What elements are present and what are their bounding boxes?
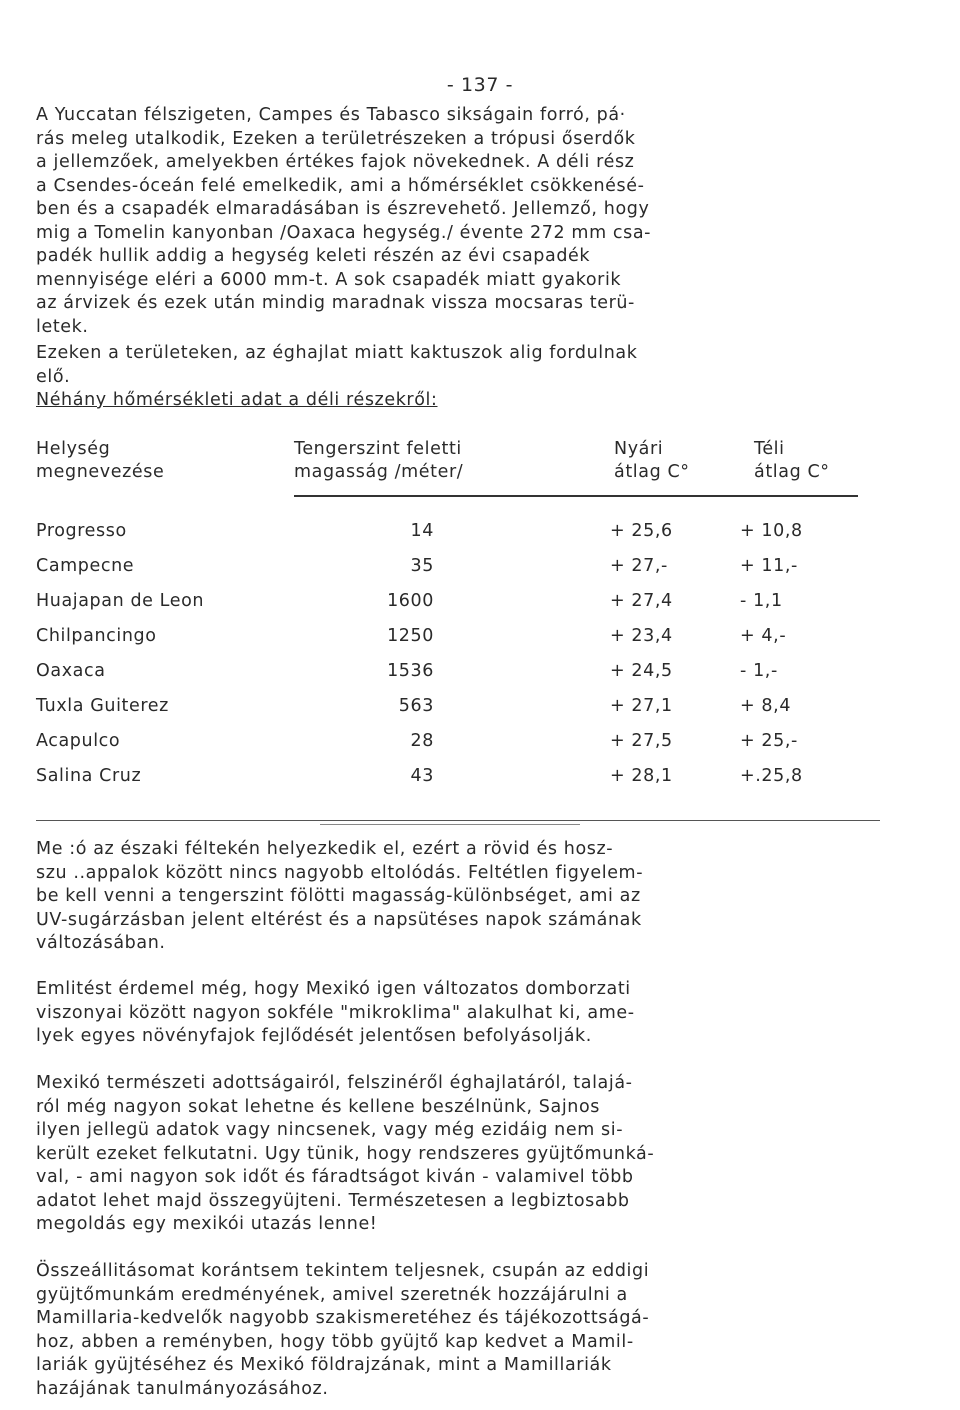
text-line: mennyisége eléri a 6000 mm-t. A sok csapadék miatt gyakorik xyxy=(36,269,622,290)
header-summer: Nyári átlag C° xyxy=(614,439,690,482)
cell-winter: - 1,- xyxy=(740,661,778,681)
temperature-table-body xyxy=(36,520,858,800)
text-line: megoldás egy mexikói utazás lenne! xyxy=(36,1214,378,1234)
cell-location: Campecne xyxy=(36,556,135,576)
cell-summer: + 27,- xyxy=(610,556,668,576)
text-line: Ezeken a területeken, az éghajlat miatt kaktuszok alig fordulnak xyxy=(36,343,638,363)
text-line: ben és a csapadék elmaradásában is észrevehető. Jellemző, hogy xyxy=(36,199,650,219)
temperature-table xyxy=(36,438,858,494)
table-title: Néhány hőmérsékleti adat a déli részekről: xyxy=(36,390,438,410)
text-line: Emlitést érdemel még, hogy Mexikó igen változatos domborzati xyxy=(36,979,631,999)
header-location: Helység megnevezése xyxy=(36,439,165,482)
cell-location: Tuxla Guiterez xyxy=(36,696,169,716)
paragraph-4 xyxy=(36,1072,876,1237)
cell-summer: + 27,1 xyxy=(610,696,673,716)
text-line: be kell venni a tengerszint fölötti magasság-különbséget, ami az xyxy=(36,886,641,906)
text-line: mig a Tomelin kanyonban /Oaxaca hegység./ évente 272 mm csa- xyxy=(36,222,652,243)
cell-location: Salina Cruz xyxy=(36,766,142,786)
page-number: - 137 - xyxy=(446,74,514,96)
table-row xyxy=(36,695,858,730)
table-row xyxy=(36,660,858,695)
text-line: Mamillaria-kedvelők nagyobb szakismeretéhez és tájékozottságá- xyxy=(36,1308,650,1328)
text-line: ilyen jellegü adatok vagy nincsenek, vagy még ezidáig nem si- xyxy=(36,1120,624,1140)
separator-line xyxy=(320,824,580,825)
text-line: az árvizek és ezek után mindig maradnak vissza mocsaras terü- xyxy=(36,293,635,313)
cell-altitude: 563 xyxy=(398,696,434,716)
text-line: Összeállitásomat korántsem tekintem teljesnek, csupán az eddigi xyxy=(36,1261,650,1281)
cell-location: Acapulco xyxy=(36,731,121,751)
intro-paragraph xyxy=(36,104,876,389)
cell-altitude: 28 xyxy=(410,731,434,751)
cell-altitude: 1250 xyxy=(387,626,434,646)
cell-summer: + 27,5 xyxy=(610,731,673,751)
cell-winter: + 25,- xyxy=(740,731,798,751)
cell-altitude: 1600 xyxy=(387,591,434,611)
table-row xyxy=(36,730,858,765)
cell-location: Chilpancingo xyxy=(36,626,157,646)
text-line: padék hullik addig a hegység keleti részén az évi csapadék xyxy=(36,246,591,266)
text-line: hazájának tanulmányozásához. xyxy=(36,1378,329,1399)
text-line: a Csendes-óceán felé emelkedik, ami a hőmérséklet csökkenésé- xyxy=(36,175,645,196)
cell-summer: + 24,5 xyxy=(610,661,673,681)
text-line: rás meleg utalkodik, Ezeken a területrészeken a trópusi őserdők xyxy=(36,128,636,149)
cell-location: Progresso xyxy=(36,521,127,541)
table-row xyxy=(36,520,858,555)
cell-winter: - 1,1 xyxy=(740,591,783,611)
header-altitude: Tengerszint feletti magasság /méter/ xyxy=(294,439,464,482)
text-line: változásában. xyxy=(36,933,166,953)
cell-summer: + 23,4 xyxy=(610,626,673,646)
paragraph-2 xyxy=(36,838,876,956)
cell-winter: + 4,- xyxy=(740,626,787,646)
cell-winter: + 8,4 xyxy=(740,696,792,716)
text-line: került ezeket felkutatni. Ugy tünik, hogy rendszeres gyüjtőmunká- xyxy=(36,1143,655,1164)
cell-location: Oaxaca xyxy=(36,661,106,681)
cell-summer: + 28,1 xyxy=(610,766,673,786)
cell-altitude: 1536 xyxy=(387,661,434,681)
text-line: Me :ó az északi féltekén helyezkedik el, ezért a rövid és hosz- xyxy=(36,839,614,859)
text-line: Mexikó természeti adottságairól, felszinéről éghajlatáról, talajá- xyxy=(36,1073,633,1093)
cell-summer: + 27,4 xyxy=(610,591,673,611)
text-line: a jellemzőek, amelyekben értékes fajok növekednek. A déli rész xyxy=(36,152,635,172)
paragraph-5 xyxy=(36,1260,876,1401)
cell-winter: + 10,8 xyxy=(740,521,803,541)
cell-location: Huajapan de Leon xyxy=(36,591,205,611)
cell-winter: + 11,- xyxy=(740,556,798,576)
cell-winter: +.25,8 xyxy=(740,766,803,786)
text-line: UV-sugárzásban jelent eltérést és a napsütéses napok számának xyxy=(36,909,642,930)
paragraph-3 xyxy=(36,978,876,1049)
header-winter: Téli átlag C° xyxy=(754,439,830,482)
cell-altitude: 43 xyxy=(410,766,434,786)
separator-line xyxy=(36,820,880,821)
text-line: val, - ami nagyon sok időt és fáradtságot kiván - valamivel több xyxy=(36,1167,634,1187)
table-header-row xyxy=(36,438,858,494)
cell-altitude: 14 xyxy=(410,521,434,541)
cell-altitude: 35 xyxy=(410,556,434,576)
table-row xyxy=(36,625,858,660)
table-row xyxy=(36,555,858,590)
text-line: gyüjtőmunkám eredményének, amivel szeretnék hozzájárulni a xyxy=(36,1284,628,1305)
text-line: lyek egyes növényfajok fejlődését jelentősen befolyásolják. xyxy=(36,1026,592,1046)
table-row xyxy=(36,590,858,625)
text-line: letek. xyxy=(36,316,89,337)
cell-summer: + 25,6 xyxy=(610,521,673,541)
table-row xyxy=(36,765,858,800)
text-line: adatot lehet majd összegyüjteni. Természetesen a legbiztosabb xyxy=(36,1190,630,1211)
text-line: A Yuccatan félszigeten, Campes és Tabasco sikságain forró, pá· xyxy=(36,105,626,125)
text-line: hoz, abben a reményben, hogy több gyüjtő kap kedvet a Mamil- xyxy=(36,1331,634,1352)
text-line: szu ..appalok között nincs nagyobb eltolódás. Feltétlen figyelem- xyxy=(36,862,644,883)
text-line: elő. xyxy=(36,366,71,387)
text-line: ról még nagyon sokat lehetne és kellene beszélnünk, Sajnos xyxy=(36,1096,601,1117)
text-line: viszonyai között nagyon sokféle "mikroklima" alakulhat ki, ame- xyxy=(36,1002,635,1023)
text-line: lariák gyüjtéséhez és Mexikó földrajzának, mint a Mamillariák xyxy=(36,1355,612,1375)
header-rule xyxy=(294,495,858,497)
